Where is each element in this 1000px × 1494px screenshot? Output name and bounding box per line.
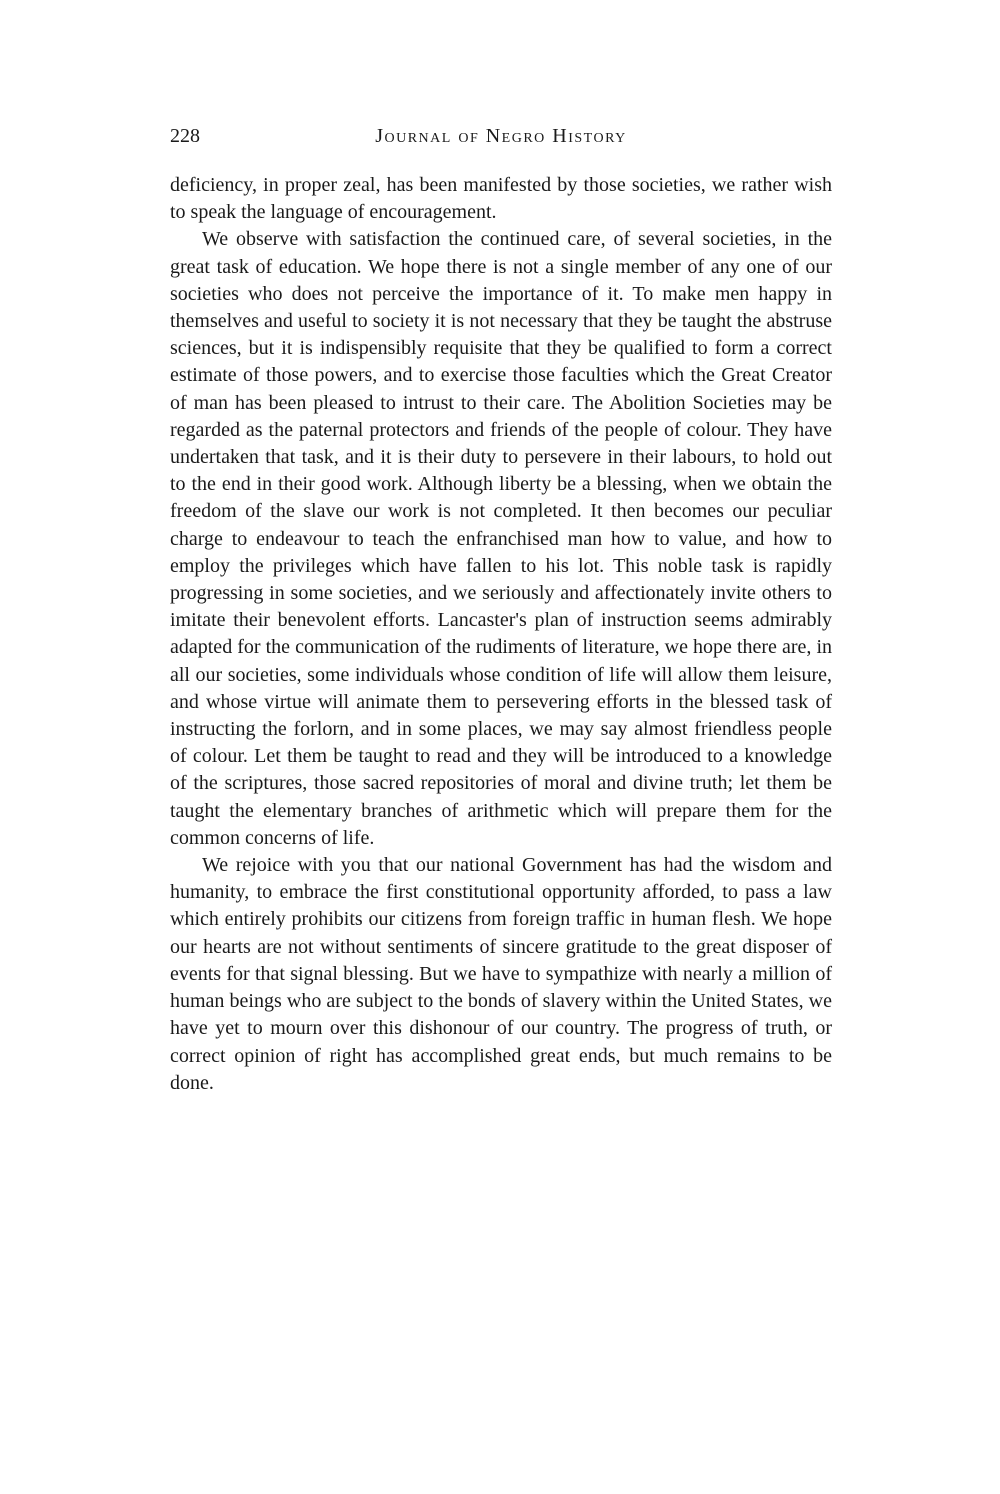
paragraph-continued: deficiency, in proper zeal, has been manifested by those societies, we rather wish to speak the language of encouragement. [170, 174, 832, 224]
running-head [170, 122, 832, 152]
body-text [170, 172, 832, 1097]
journal-title: Journal of Negro History [375, 125, 627, 147]
paragraph-government: We rejoice with you that our national Government has had the wisdom and humanity, to embrace the first constitutional opportunity afforded, to pass a law which entirely prohibits our citizens from foreign traffic in human flesh. We hope our hearts are not without sentiments of sincere gratitude to the great disposer of events for that signal blessing. But we have to sympathize with nearly a million of human beings who are subject to the bonds of slavery within the United States, we have yet to mourn over this dishonour of our country. The progress of truth, or correct opinion of right has accomplished great ends, but much remains to be done. [170, 854, 832, 1094]
page-number: 228 [170, 125, 200, 147]
paragraph-education: We observe with satisfaction the continued care, of several societies, in the great task of education. We hope there is not a single member of any one of our societies who does not perceive the importance of it. To make men happy in themselves and useful to society it is not necessary that they be taught the abstruse sciences, but it is indispensibly requisite that they be qualified to form a correct estimate of those powers, and to exercise those faculties which the Great Creator of man has been pleased to intrust to their care. The Abolition Societies may be regarded as the paternal protectors and friends of the people of colour. They have undertaken that task, and it is their duty to persevere in their labours, to hold out to the end in their good work. Although liberty be a blessing, when we obtain the freedom of the slave our work is not completed. It then becomes our peculiar charge to endeavour to teach the enfranchised man how to value, and how to employ the privileges which have fallen to his lot. This noble task is rapidly progressing in some societies, and we seriously and affectionately invite others to imitate their benevolent efforts. Lancaster's plan of instruction seems admirably adapted for the communication of the rudiments of literature, we hope there are, in all our societies, some individuals whose condition of life will allow them leisure, and whose virtue will animate them to persevering efforts in the blessed task of instructing the forlorn, and in some places, we may say almost friendless people of colour. Let them be taught to read and they will be introduced to a knowledge of the scriptures, those sacred repositories of moral and divine truth; let them be taught the elementary branches of arithmetic which will prepare them for the common concerns of life. [170, 228, 832, 849]
